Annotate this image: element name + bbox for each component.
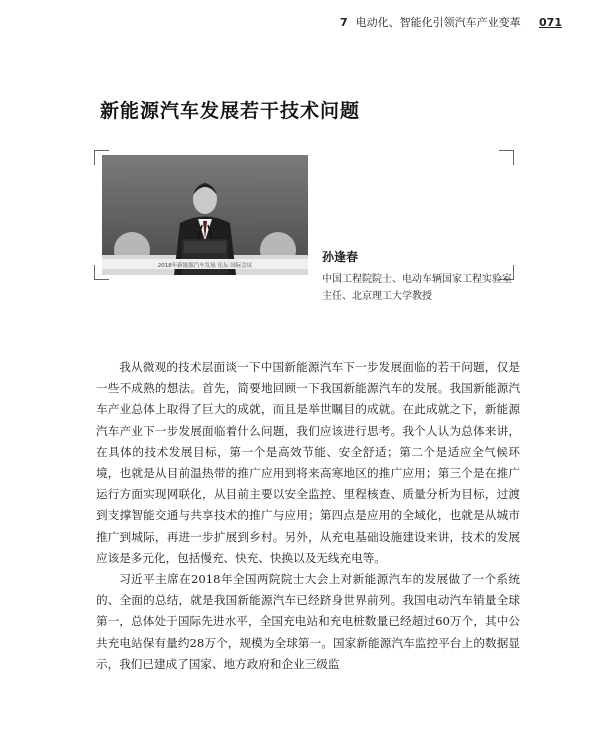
banner-text: 2018年新能源汽车发展 论坛 国际会议: [157, 263, 253, 269]
author-name: 孙逢春: [322, 250, 359, 264]
body-paragraph: 我从微观的技术层面谈一下中国新能源汽车下一步发展面临的若干问题，仅是一些不成熟的想法。首先，简要地回顾一下我国新能源汽车的发展。我国新能源汽车产业总体上取得了巨大的成就，而且是举世瞩目的成就。在此成就之下，新能源汽车产业下一步发展面临着什么问题，我们应该进行思考。我个人认为总体来讲，在具体的技术发展目标，第一个是高效节能、安全舒适；第二个是适应全气候环境，也就是从目前温热带的推广应用到将来高寒地区的推广应用；第三个是在推广运行方面实现网联化，从目前主要以安全监控、里程核查、质量分析为目标，过渡到支撑智能交通与共享技术的推广与应用；第四点是应用的全域化，也就是从城市推广到城际，再进一步扩展到乡村。另外，从充电基础设施建设来讲，技术的发展应该是多元化，包括慢充、快充、快换以及无线充电等。: [96, 360, 520, 565]
running-header: [340, 14, 562, 30]
speaker-photo: [102, 155, 308, 275]
author-affiliation: 中国工程院院士、电动车辆国家工程实验室主任、北京理工大学教授: [322, 274, 512, 302]
chapter-title: 电动化、智能化引领汽车产业变革: [355, 16, 521, 29]
frame-corner: [499, 150, 514, 165]
speaker-photo-illustration: [102, 155, 308, 275]
article-title: 新能源汽车发展若干技术问题: [100, 100, 361, 122]
page-number: 071: [539, 16, 562, 29]
author-block: [322, 248, 512, 305]
article-body: [96, 357, 520, 675]
body-paragraph: 习近平主席在2018年全国两院院士大会上对新能源汽车的发展做了一个系统的、全面的总结，就是我国新能源汽车已经跻身世界前列。我国电动汽车销量全球第一，总体处于国际先进水平，全国充电站和充电桩数量已经超过60万个，其中公共充电站保有量约28万个，规模为全球第一。国家新能源汽车监控平台上的数据显示，我们已建成了国家、地方政府和企业三级监: [96, 572, 520, 671]
chapter-number: 7: [340, 16, 348, 29]
